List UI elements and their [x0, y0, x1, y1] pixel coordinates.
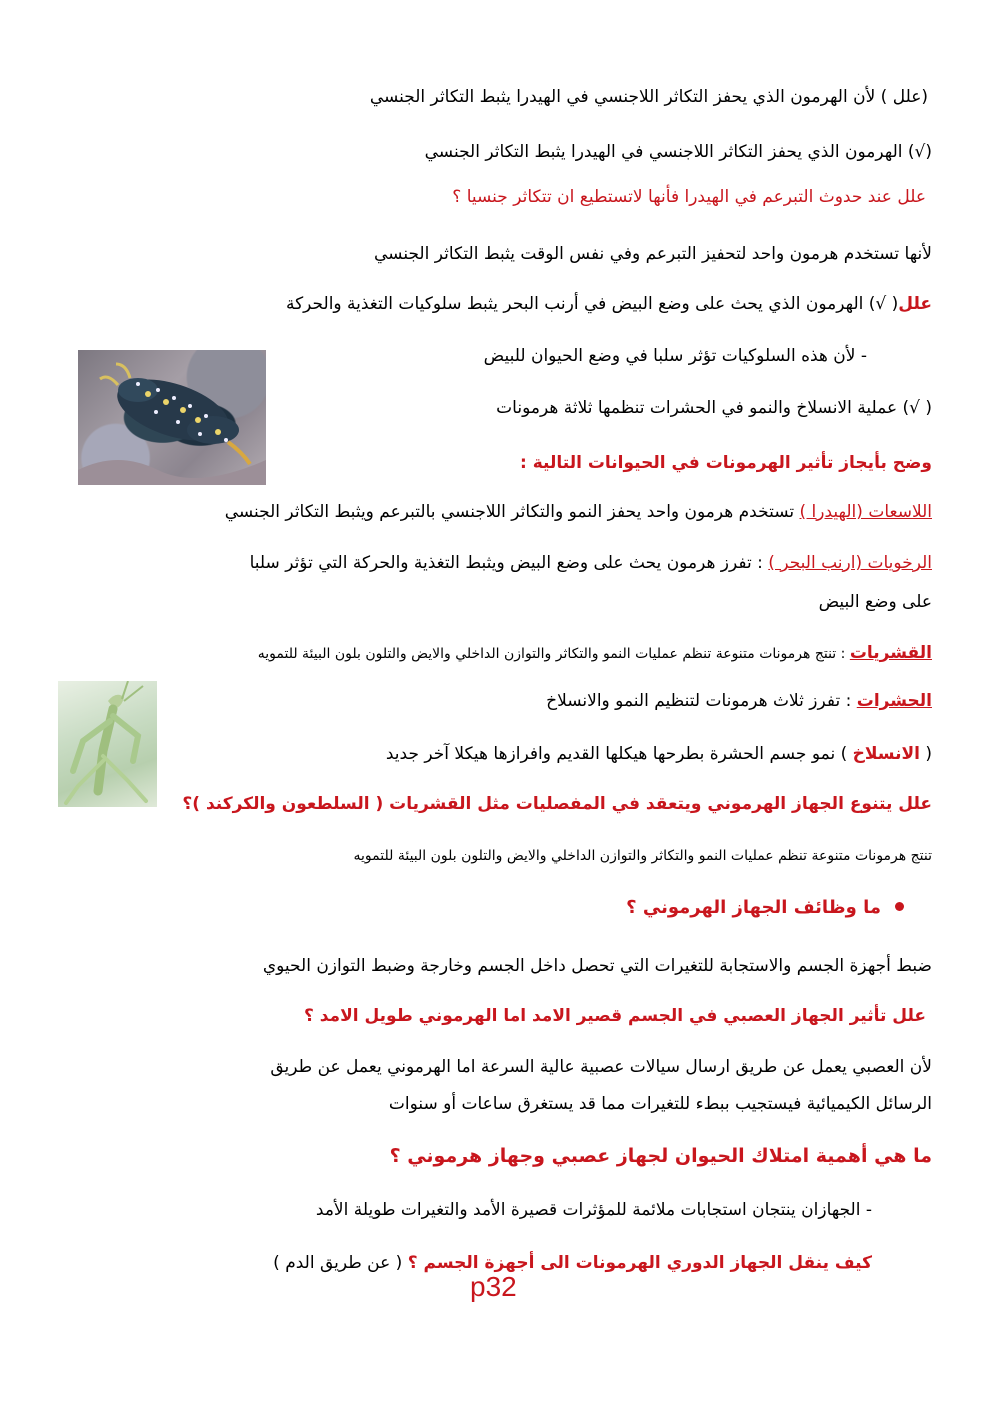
page-number: p32	[470, 1271, 517, 1302]
line-question-importance: ما هي أهمية امتلاك الحيوان لجهاز عصبي وجهاز هرموني ؟	[389, 1145, 932, 1167]
text-molting: ) نمو جسم الحشرة بطرحها هيكلها القديم وافرازها هيكلا آخر جديد	[385, 744, 853, 764]
line-question-circulatory	[273, 1252, 872, 1274]
line-crustacea	[258, 642, 932, 665]
term-insects: الحشرات	[856, 691, 932, 711]
answer-circulatory: ( عن طريق الدم )	[273, 1253, 408, 1273]
line-answer-duration-1: لأن العصبي يعمل عن طريق ارسال سيالات عصبية عالية السرعة اما الهرموني يعمل عن طريق	[270, 1057, 932, 1077]
line-mollusca	[250, 552, 932, 574]
reason-label: علل	[898, 294, 932, 314]
paren-open: (	[919, 744, 932, 764]
term-crustacea: القشريات	[849, 643, 932, 663]
praying-mantis-photo	[58, 681, 157, 807]
line-mollusca-continued: على وضع البيض	[818, 592, 932, 612]
sea-slug-photo	[78, 350, 266, 485]
line-true-statement-molting: ( √) عملية الانسلاخ والنمو في الحشرات تنظمها ثلاثة هرمونات	[496, 398, 932, 418]
statement-text: ( √) الهرمون الذي يحث على وضع البيض في أرنب البحر يثبط سلوكيات التغذية والحركة	[285, 294, 899, 314]
text-crustacea: : تنتج هرمونات متنوعة تنظم عمليات النمو والتكاثر والتوازن الداخلي والايض والتلون بلون البيئة للتمويه	[257, 646, 850, 662]
line-answer-duration-2: الرسائل الكيميائية فيستجيب ببطء للتغيرات مما قد يستغرق ساعات أو سنوات	[388, 1094, 932, 1114]
text-insects: : تفرز ثلاث هرمونات لتنظيم النمو والانسلاخ	[546, 691, 857, 711]
line-insects	[546, 690, 932, 712]
line-answer-budding: لأنها تستخدم هرمون واحد لتحفيز التبرعم وفي نفس الوقت يثبط التكاثر الجنسي	[373, 244, 932, 264]
text-mollusca: : تفرز هرمون يحث على وضع البيض ويثبط التغذية والحركة التي تؤثر سلبا	[249, 553, 769, 573]
question-functions-text: ما وظائف الجهاز الهرموني ؟	[626, 897, 881, 918]
term-mollusca: الرخويات (ارنب البحر )	[768, 553, 932, 573]
line-question-arthropods: علل يتنوع الجهاز الهرموني ويتعقد في المفصليات مثل القشريات ( السلطعون والكركند )؟	[182, 794, 932, 814]
line-question-functions	[626, 897, 904, 919]
line-question-budding: علل عند حدوث التبرعم في الهيدرا فأنها لاتستطيع ان تتكاثر جنسيا ؟	[452, 187, 926, 207]
line-answer-importance: - الجهازان ينتجان استجابات ملائمة للمؤثرات قصيرة الأمد والتغيرات طويلة الأمد	[315, 1200, 872, 1220]
term-molting: الانسلاخ	[852, 744, 920, 764]
section-heading-hormone-effects: وضح بأيجاز تأثير الهرمونات في الحيوانات التالية :	[520, 453, 932, 473]
question-circulatory-text: كيف ينقل الجهاز الدوري الهرمونات الى أجهزة الجسم ؟	[407, 1253, 872, 1273]
line-true-statement-sea-hare	[286, 293, 932, 315]
line-answer-arthropods: تنتج هرمونات متنوعة تنظم عمليات النمو والتكاثر والتوازن الداخلي والايض والتلون بلون البيئة للتمويه	[353, 848, 932, 864]
line-molting-definition	[386, 743, 932, 765]
term-cnidaria: اللاسعات (الهيدرا )	[799, 502, 932, 522]
bullet-icon	[895, 902, 904, 911]
line-true-statement-hydra: (√) الهرمون الذي يحفز التكاثر اللاجنسي في الهيدرا يثبط التكاثر الجنسي	[424, 142, 932, 162]
line-question-duration: علل تأثير الجهاز العصبي في الجسم قصير الامد اما الهرموني طويل الامد ؟	[303, 1006, 926, 1026]
line-cnidaria	[225, 501, 932, 523]
line-reason-behaviors: - لأن هذه السلوكيات تؤثر سلبا في وضع الحيوان للبيض	[483, 346, 867, 366]
line-answer-hydra: (علل ) لأن الهرمون الذي يحفز التكاثر اللاجنسي في الهيدرا يثبط التكاثر الجنسي	[369, 87, 928, 107]
text-cnidaria: تستخدم هرمون واحد يحفز النمو والتكاثر اللاجنسي بالتبرعم ويثبط التكاثر الجنسي	[224, 502, 800, 522]
line-answer-functions: ضبط أجهزة الجسم والاستجابة للتغيرات التي تحصل داخل الجسم وخارجة وضبط التوازن الحيوي	[262, 956, 932, 976]
